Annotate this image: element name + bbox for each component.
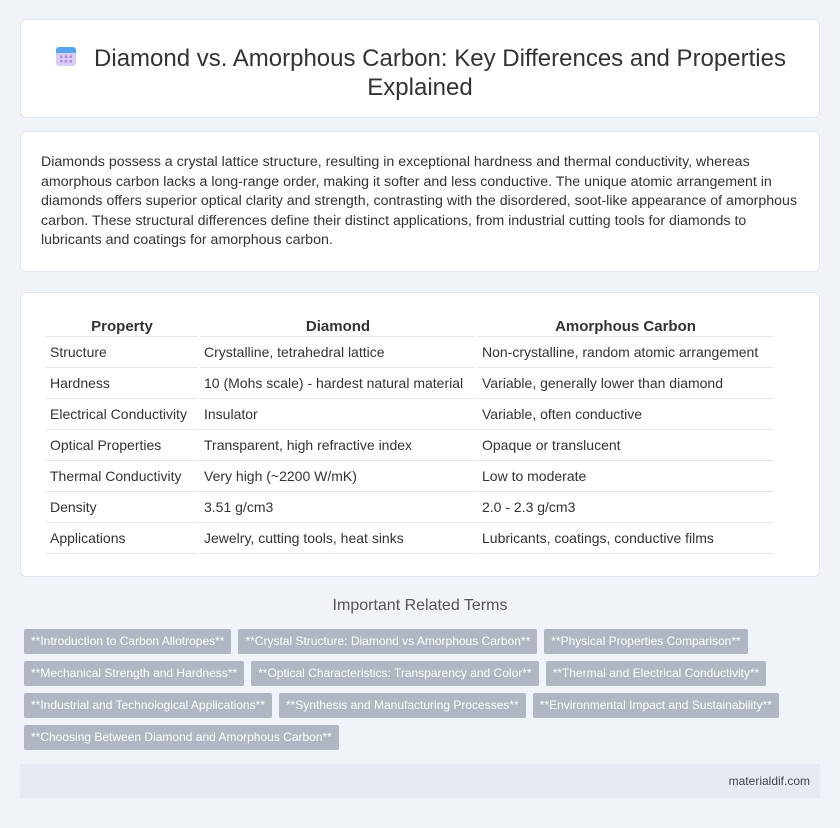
table-row [46, 461, 773, 492]
header-diamond: Diamond [200, 313, 476, 337]
table-row [46, 523, 773, 554]
table-row [46, 337, 773, 368]
related-term-tag[interactable]: **Synthesis and Manufacturing Processes** [279, 693, 526, 718]
table-cell: 3.51 g/cm3 [200, 492, 476, 523]
table-cell: Low to moderate [478, 461, 773, 492]
related-term-tag[interactable]: **Physical Properties Comparison** [544, 629, 747, 654]
related-terms-tags [24, 629, 814, 757]
table-header-row [46, 313, 773, 337]
calendar-icon [54, 44, 78, 68]
related-term-tag[interactable]: **Crystal Structure: Diamond vs Amorphous Carbon** [238, 629, 537, 654]
table-row [46, 399, 773, 430]
page-title: Diamond vs. Amorphous Carbon: Key Differences and Properties Explained [94, 45, 786, 101]
related-term-tag[interactable]: **Introduction to Carbon Allotropes** [24, 629, 231, 654]
table-cell: Applications [46, 523, 198, 554]
comparison-table-card [20, 292, 820, 577]
related-term-tag[interactable]: **Industrial and Technological Applications** [24, 693, 272, 718]
table-row [46, 492, 773, 523]
table-cell: Electrical Conductivity [46, 399, 198, 430]
footer-site-link[interactable]: materialdif.com [728, 774, 810, 788]
tag-row [24, 725, 814, 750]
table-cell: Opaque or translucent [478, 430, 773, 461]
table-cell: Density [46, 492, 198, 523]
footer [20, 764, 820, 798]
table-cell: Variable, generally lower than diamond [478, 368, 773, 399]
table-cell: Transparent, high refractive index [200, 430, 476, 461]
comparison-table [44, 313, 775, 554]
related-term-tag[interactable]: **Optical Characteristics: Transparency and Color** [251, 661, 538, 686]
related-term-tag[interactable]: **Thermal and Electrical Conductivity** [546, 661, 767, 686]
tag-row [24, 693, 814, 718]
table-cell: Hardness [46, 368, 198, 399]
table-cell: Non-crystalline, random atomic arrangement [478, 337, 773, 368]
header-property: Property [46, 313, 198, 337]
table-cell: Jewelry, cutting tools, heat sinks [200, 523, 476, 554]
related-terms-title: Important Related Terms [332, 597, 508, 614]
table-cell: Crystalline, tetrahedral lattice [200, 337, 476, 368]
table-cell: Variable, often conductive [478, 399, 773, 430]
table-cell: 2.0 - 2.3 g/cm3 [478, 492, 773, 523]
table-cell: Insulator [200, 399, 476, 430]
table-row [46, 430, 773, 461]
header-card [20, 19, 820, 118]
table-cell: Structure [46, 337, 198, 368]
intro-card [20, 131, 820, 272]
related-term-tag[interactable]: **Choosing Between Diamond and Amorphous Carbon** [24, 725, 339, 750]
table-cell: Optical Properties [46, 430, 198, 461]
page-title-wrap [21, 44, 819, 102]
tag-row [24, 629, 814, 654]
table-row [46, 368, 773, 399]
table-cell: 10 (Mohs scale) - hardest natural material [200, 368, 476, 399]
table-cell: Thermal Conductivity [46, 461, 198, 492]
header-amorphous-carbon: Amorphous Carbon [478, 313, 773, 337]
related-term-tag[interactable]: **Mechanical Strength and Hardness** [24, 661, 244, 686]
intro-paragraph: Diamonds possess a crystal lattice structure, resulting in exceptional hardness and thermal conductivity, whereas amorphous carbon lacks a long-range order, making it softer and less conductive. The unique atomic arrangement in diamonds offers superior optical clarity and strength, contrasting with the disordered, soot-like appearance of amorphous carbon. These structural differences define their distinct applications, from industrial cutting tools for diamonds to lubricants and coatings for amorphous carbon. [41, 154, 798, 248]
table-cell: Lubricants, coatings, conductive films [478, 523, 773, 554]
table-cell: Very high (~2200 W/mK) [200, 461, 476, 492]
tag-row [24, 661, 814, 686]
related-term-tag[interactable]: **Environmental Impact and Sustainability** [533, 693, 779, 718]
